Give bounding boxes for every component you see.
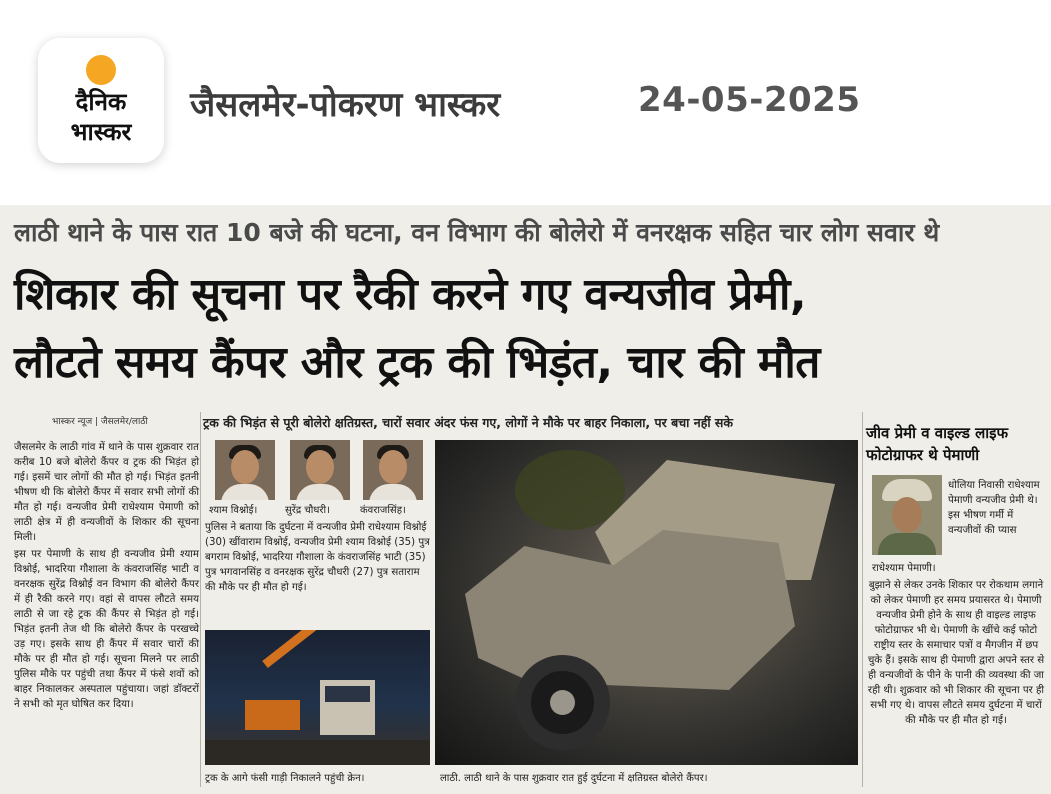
- victim-name: कंवराजसिंह।: [360, 505, 406, 516]
- logo-text-line2: भास्कर: [70, 118, 132, 146]
- sidebar-title: जीव प्रेमी व वाइल्ड लाइफ फोटोग्राफर थे पेमाणी: [866, 424, 1009, 464]
- photo-strip-caption: ट्रक की भिड़ंत से पूरी बोलेरो क्षतिग्रस्त, चारों सवार अंदर फंस गए, लोगों ने मौके पर बाहर निकाला, पर बचा नहीं सके: [203, 415, 733, 430]
- column-divider: [862, 412, 863, 787]
- column-divider: [200, 412, 201, 787]
- victim-name: श्याम विश्नोई।: [209, 505, 258, 516]
- logo-text-line1: दैनिक: [75, 88, 127, 116]
- wreck-photo-caption: लाठी. लाठी थाने के पास शुक्रवार रात हुई दुर्घटना में क्षतिग्रस्त बोलेरो कैंपर।: [440, 773, 708, 784]
- edition-date: 24-05-2025: [638, 80, 861, 120]
- crane-photo: [205, 630, 430, 765]
- headline-line2: लौटते समय कैंपर और ट्रक की भिड़ंत, चार की मौत: [14, 337, 820, 388]
- left-paragraph-2: इस पर पेमाणी के साथ ही वन्यजीव प्रेमी श्याम विश्नोई, भादरिया गौशाला के कंवराजसिंह भाटी व वनरक्षक सुरेंद्र विश्नोई वन विभाग की बोलेरो कैंपर में ही रैकी करने गए। वहां से वापस लौटते समय लाठी से जा रहे ट्रक की कैंपर से भिड़ंत हो गई। भिड़ंत इतनी तेज थी कि बोलेरो कैंपर के परखच्चे उड़ गए। इसके साथ ही कैंपर में सवार चारों की मौके पर ही मौत हो गई। सूचना मिलने पर लाठी पुलिस मौके पर पहुंची तथा कैंपर में फंसे शवों को बाहर निकालकर अस्पताल पहुंचाया। जहां डॉक्टरों ने सभी को मृत घोषित कर दिया।: [14, 549, 199, 710]
- sidebar-photo-caption: राधेश्याम पेमाणी।: [872, 563, 936, 574]
- sun-icon: [86, 55, 116, 85]
- sidebar-body: बुझाने से लेकर उनके शिकार पर रोकथाम लगाने को लेकर पेमाणी हर समय प्रयासरत थे। पेमाणी वन्यजीव प्रेमी होने के साथ ही वाइल्ड लाइफ फोटोग्राफर भी थे। पेमाणी के खींचे कई फोटो राष्ट्रीय स्तर के समाचार पत्रों व मैगजीन में छप चुके हैं। इसके साथ ही पेमाणी द्वारा अपने स्तर से ही वन्यजीवों के पीने के पानी की व्यवस्था की जा रही थी। शुक्रवार को भी शिकार की सूचना पर ही सभी गए थे। वापस लौटते समय दुर्घटना में चारों की मौके पर ही मौत हो गई।: [867, 580, 1045, 726]
- left-paragraph-1: जैसलमेर के लाठी गांव में थाने के पास शुक्रवार रात करीब 10 बजे बोलेरो कैंपर व ट्रक की भिड़ंत हो गई। इसमें चार लोगों की मौत हो गई। भिड़ंत इतनी भीषण थी कि बोलेरो कैंपर में सवार सभी लोगों की मौत हो गई। वन्यजीव प्रेमी राधेश्याम पेमाणी को लाठी क्षेत्र में ही वन्यजीवों के शिकार की सूचना मिली।: [14, 442, 199, 543]
- headline-line1: शिकार की सूचना पर रैकी करने गए वन्यजीव प्रेमी,: [14, 269, 807, 320]
- victim-photos: [205, 440, 430, 520]
- dainik-bhaskar-logo[interactable]: [38, 38, 164, 163]
- victim-name: सुरेंद्र चौधरी।: [285, 505, 330, 516]
- article-left-column: [14, 440, 199, 714]
- victim-photo: [290, 440, 350, 500]
- victim-photo: [215, 440, 275, 500]
- article-kicker: लाठी थाने के पास रात 10 बजे की घटना, वन विभाग की बोलेरो में वनरक्षक सहित चार लोग सवार थे: [14, 218, 940, 247]
- police-statement: पुलिस ने बताया कि दुर्घटना में वन्यजीव प्रेमी राधेश्याम विश्नोई (30) खींवाराम विश्नोई, वन्यजीव प्रेमी श्याम विश्नोई (35) पुत्र बगराम विश्नोई, भादरिया गौशाला के कंवराजसिंह भाटी (35) पुत्र भगवानसिंह व वनरक्षक सुरेंद्र चौधरी (27) पुत्र सताराम की मौके पर ही मौत हो गई।: [205, 522, 430, 593]
- byline: भास्कर न्यूज | जैसलमेर/लाठी: [52, 417, 148, 427]
- pemani-photo: [872, 475, 942, 555]
- crane-photo-caption: ट्रक के आगे फंसी गाड़ी निकालने पहुंची क्रेन।: [205, 773, 365, 784]
- wreck-photo: [435, 440, 858, 765]
- victim-photo: [363, 440, 423, 500]
- sidebar-intro: धोलिया निवासी राधेश्याम पेमाणी वन्यजीव प्रेमी थे। इस भीषण गर्मी में वन्यजीवों की प्यास: [948, 480, 1040, 536]
- edition-title: जैसलमेर-पोकरण भास्कर: [190, 85, 501, 125]
